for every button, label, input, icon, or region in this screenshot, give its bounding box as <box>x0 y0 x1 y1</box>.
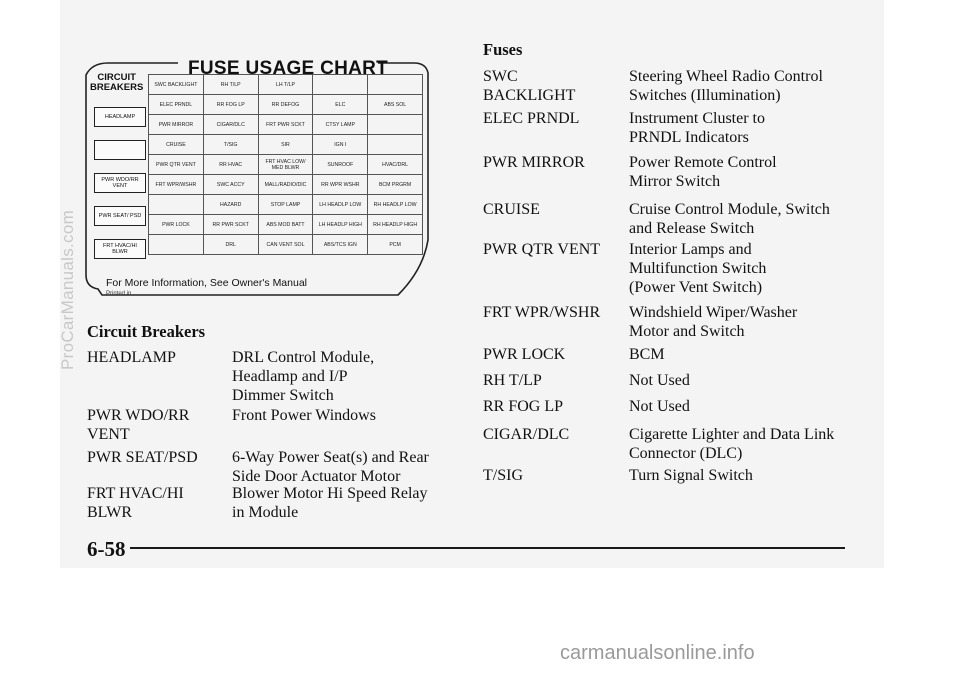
fuse-cell: ELEC PRNDL <box>148 95 203 114</box>
fuse-cell: ABS SOL <box>367 95 423 114</box>
fuse-cell: SUNROOF <box>312 155 367 174</box>
entry-description: Turn Signal Switch <box>629 467 753 484</box>
chart-title: FUSE USAGE CHART <box>188 58 389 79</box>
fuse-cell <box>312 75 367 94</box>
fuse-cell: LH HEADLP HIGH <box>312 215 367 234</box>
breaker-box-pwr-wdo: PWR WDO/RR VENT <box>94 173 146 193</box>
fuse-cell: ELC <box>312 95 367 114</box>
fuse-cell: SWC ACCY <box>203 175 258 194</box>
entry-term: ELEC PRNDL <box>483 110 580 127</box>
fuse-cell: IGN I <box>312 135 367 154</box>
fuse-cell: ABS MOD BATT <box>258 215 313 234</box>
entry-term: FRT WPR/WSHR <box>483 304 601 321</box>
fuse-cell <box>148 235 203 254</box>
entry-description: 6-Way Power Seat(s) and Rear Side Door Actuator Motor <box>232 449 429 485</box>
fuse-cell <box>148 195 203 214</box>
fuse-cell: CTSY LAMP <box>312 115 367 134</box>
entry-description: Steering Wheel Radio Control Switches (Illumination) <box>629 68 823 104</box>
fuse-grid <box>148 74 423 255</box>
entry-term: RH T/LP <box>483 372 542 389</box>
fuse-grid-row <box>148 74 423 95</box>
fuse-grid-row <box>148 95 423 115</box>
chart-footer: For More Information, See Owner's Manual <box>106 277 308 289</box>
fuse-grid-row <box>148 175 423 195</box>
fuse-cell: CAN VENT SOL <box>258 235 313 254</box>
fuse-cell: HVAC/DRL <box>367 155 423 174</box>
fuse-cell: RH HEADLP LOW <box>367 195 423 214</box>
fuse-grid-row <box>148 235 423 255</box>
entry-description: Not Used <box>629 398 690 415</box>
fuse-grid-row <box>148 215 423 235</box>
fuse-cell: RR WPR WSHR <box>312 175 367 194</box>
entry-term: CIGAR/DLC <box>483 426 570 443</box>
fuse-cell: FRT WPR/WSHR <box>148 175 203 194</box>
fuse-cell: RR HVAC <box>203 155 258 174</box>
entry-description: Front Power Windows <box>232 407 376 424</box>
footer-rule <box>130 547 845 549</box>
fuse-cell: SWC BACKLIGHT <box>148 75 203 94</box>
entry-description: Instrument Cluster to PRNDL Indicators <box>629 110 765 146</box>
entry-term: RR FOG LP <box>483 398 564 415</box>
fuse-cell: STOP LAMP <box>258 195 313 214</box>
fuse-cell: SIR <box>258 135 313 154</box>
entry-description: BCM <box>629 346 665 363</box>
entry-description: Windshield Wiper/Washer Motor and Switch <box>629 304 798 340</box>
chart-printed-note: Printed in <box>106 291 132 297</box>
entry-description: Power Remote Control Mirror Switch <box>629 154 777 190</box>
entry-term: CRUISE <box>483 201 540 218</box>
fuse-cell: BCM PRGRM <box>367 175 423 194</box>
circuit-breakers-label: CIRCUIT BREAKERS <box>90 72 144 93</box>
entry-description: Cruise Control Module, Switch and Release Switch <box>629 201 830 237</box>
entry-description: DRL Control Module, Headlamp and I/P Dimmer Switch <box>232 349 375 404</box>
fuse-cell: T/SIG <box>203 135 258 154</box>
watermark-bottom: carmanualsonline.info <box>560 642 755 664</box>
fuse-cell: RR FOG LP <box>203 95 258 114</box>
entry-term: FRT HVAC/HI BLWR <box>87 485 184 521</box>
fuse-grid-row <box>148 155 423 175</box>
entry-description: Interior Lamps and Multifunction Switch (Power Vent Switch) <box>629 241 767 296</box>
fuse-cell: PCM <box>367 235 423 254</box>
fuse-cell: PWR MIRROR <box>148 115 203 134</box>
fuse-grid-row <box>148 115 423 135</box>
fuse-cell: PWR LOCK <box>148 215 203 234</box>
breaker-box-frt-hvac: FRT HVAC/HI BLWR <box>94 239 146 259</box>
entry-term: PWR QTR VENT <box>483 241 601 258</box>
entry-description: Blower Motor Hi Speed Relay in Module <box>232 485 428 521</box>
fuse-usage-chart <box>78 55 436 305</box>
breaker-box-empty <box>94 140 146 160</box>
entry-term: PWR LOCK <box>483 346 566 363</box>
breaker-box-pwr-seat: PWR SEAT/ PSD <box>94 206 146 226</box>
fuse-cell: DRL <box>203 235 258 254</box>
fuse-cell: HAZARD <box>203 195 258 214</box>
watermark-vertical: ProCarManuals.com <box>58 209 77 370</box>
fuse-cell: RH T/LP <box>203 75 258 94</box>
fuse-cell: RR PWR SCKT <box>203 215 258 234</box>
fuse-grid-row <box>148 135 423 155</box>
fuse-cell: CIGAR/DLC <box>203 115 258 134</box>
circuit-breakers-heading: Circuit Breakers <box>87 322 206 341</box>
page-number: 6-58 <box>87 537 126 561</box>
fuse-cell <box>367 75 423 94</box>
fuse-cell: PWR QTR VENT <box>148 155 203 174</box>
fuse-cell <box>367 135 423 154</box>
fuse-cell: LH HEADLP LOW <box>312 195 367 214</box>
fuse-cell: RR DEFOG <box>258 95 313 114</box>
entry-description: Cigarette Lighter and Data Link Connector (DLC) <box>629 426 835 462</box>
fuse-cell: RH HEADLP HIGH <box>367 215 423 234</box>
entry-term: HEADLAMP <box>87 349 176 366</box>
fuses-heading: Fuses <box>483 40 523 59</box>
fuse-cell: MALL/RADIO/DIC <box>258 175 313 194</box>
entry-term: SWC BACKLIGHT <box>483 68 576 104</box>
fuse-cell: FRT PWR SCKT <box>258 115 313 134</box>
fuse-cell: CRUISE <box>148 135 203 154</box>
fuse-grid-row <box>148 195 423 215</box>
entry-description: Not Used <box>629 372 690 389</box>
entry-term: PWR SEAT/PSD <box>87 449 198 466</box>
fuse-cell: LH T/LP <box>258 75 313 94</box>
entry-term: PWR MIRROR <box>483 154 585 171</box>
breaker-box-headlamp: HEADLAMP <box>94 107 146 127</box>
fuse-cell <box>367 115 423 134</box>
entry-term: PWR WDO/RR VENT <box>87 407 190 443</box>
fuse-cell: FRT HVAC LOW/ MED BLWR <box>258 155 313 174</box>
fuse-cell: ABS/TCS IGN <box>312 235 367 254</box>
entry-term: T/SIG <box>483 467 523 484</box>
